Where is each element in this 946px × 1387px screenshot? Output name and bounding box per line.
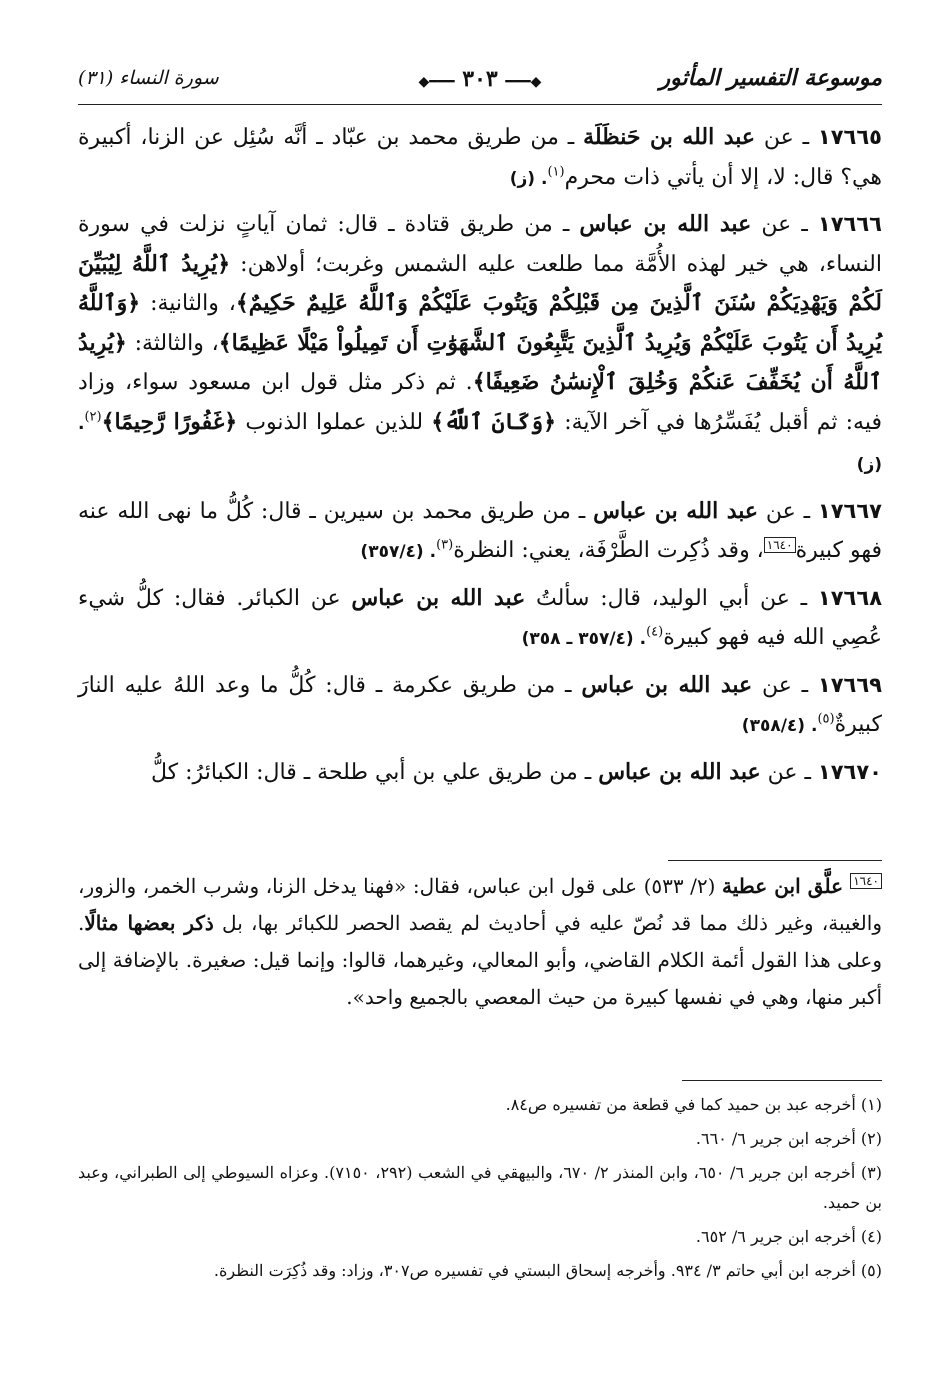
footnote-1: (١) أخرجه عبد بن حميد كما في قطعة من تفسيره ص٨٤. (505, 1095, 882, 1114)
narration-17665: ١٧٦٦٥ ـ عن عبد الله بن حَنظَلَة ـ من طريق محمد بن عبّاد ـ أنَّه سُئِل عن الزنا، أكبيرة هي؟ قال: لا، إلا أن يأتي ذات محرم$^{(١)}$. (ز) (78, 124, 882, 190)
narration-17668: ١٧٦٦٨ ـ عن أبي الوليد، قال: سألتُ عبد الله بن عباس عن الكبائر. فقال: كلُّ شيء عُصِي الله فيه فهو كبيرة$^{(٤)}$. (٣٥٧/٤ ـ ٣٥٨) (78, 584, 883, 650)
narration-number: ١٧٦٧٠ (817, 759, 882, 784)
source-reference: . (ز) (509, 168, 548, 189)
footnote-3: (٣) أخرجه ابن جرير ٦/ ٦٥٠، وابن المنذر ٢/ ٦٧٠، والبيهقي في الشعب (٢٩٢، ٧١٥٠). وعزاه السيوطي إلى الطبراني، وعبد بن حميد. (78, 1163, 882, 1212)
commentary-lead: علَّق ابن عطية (722, 874, 851, 898)
source-reference: . (٣٥٧/٤) (360, 542, 437, 562)
narration-number: ١٧٦٦٧ (817, 498, 882, 523)
narrator-name: عبد الله بن عباس (579, 211, 752, 237)
footnote-marker[interactable]: (٣) (436, 537, 454, 553)
source-reference: . (ز) (78, 413, 882, 475)
commentary-emphasis: ذكر بعضها مثالًا (84, 911, 214, 935)
book-title: موسوعة التفسير المأثور (659, 65, 882, 91)
narrator-name: عبد الله بن عباس (593, 497, 759, 524)
narration-17669: ١٧٦٦٩ ـ عن عبد الله بن عباس ـ من طريق عكرمة ـ قال: كُلُّ ما وعد اللهُ عليه النارَ كبيرةٌ$^{(٥)}$. (٣٥٨/٤) (78, 671, 882, 737)
ornament-icon: ━━━◆ (418, 74, 455, 90)
narrator-name: عبد الله بن عباس (351, 584, 526, 611)
page-header (78, 58, 882, 98)
narration-number: ١٧٦٦٥ (817, 125, 882, 149)
source-reference: . (٣٥٨/٤) (741, 716, 818, 736)
footnote-marker[interactable]: (٤) (646, 624, 664, 640)
narrator-name: عبد الله بن حَنظَلَة (583, 124, 756, 150)
narration-number: ١٧٦٦٦ (817, 212, 882, 236)
quran-verse: ﴿وَٱللَّهُ يُرِيدُ أَن يَتُوبَ عَلَيْكُمْ وَيُرِيدُ ٱلَّذِينَ يَتَّبِعُونَ ٱلشَّهَوَٰتِ أَن تَمِيلُواْ مَيْلًا عَظِيمًا﴾ (78, 290, 883, 356)
footnotes-divider (682, 1080, 882, 1081)
commentary-block: ١٦٤٠ علَّق ابن عطية (٢/ ٥٣٣) على قول ابن عباس، فقال: «فهنا يدخل الزنا، وشرب الخمر، والزور، والغيبة، وغير ذلك مما قد نُصّ عليه في أحاديث لم يقصد الحصر للكبائر بها، بل ذكر بعضها مثالًا. وعلى هذا القول أئمة الكلام القاضي، وأبو المعالي، وغيرهما، قالوا: وإنما قيل: صغيرة. بالإضافة إلى أكبر منها، وهي في نفسها كبيرة من حيث المعصي بالجميع واحد». (78, 874, 882, 1009)
narration-17666: ١٧٦٦٦ ـ عن عبد الله بن عباس ـ من طريق قتادة ـ قال: ثمان آياتٍ نزلت في سورة النساء، هي خير لهذه الأُمَّة مما طلعت عليه الشمس وغربت؛ أولاهن: ﴿يُرِيدُ ٱللَّهُ لِيُبَيِّنَ لَكُمْ وَيَهْدِيَكُمْ سُنَنَ ٱلَّذِينَ مِن قَبْلِكُمْ وَيَتُوبَ عَلَيْكُمْ وَٱللَّهُ عَلِيمٌ حَكِيمٌ﴾، والثانية: ﴿وَٱللَّهُ يُرِيدُ أَن يَتُوبَ عَلَيْكُمْ وَيُرِيدُ ٱلَّذِينَ يَتَّبِعُونَ ٱلشَّهَوَٰتِ أَن تَمِيلُواْ مَيْلًا عَظِيمًا﴾، والثالثة: ﴿يُرِيدُ ٱللَّهُ أَن يُخَفِّفَ عَنكُمْ وَخُلِقَ ٱلْإِنسَٰنُ ضَعِيفًا﴾. ثم ذكر مثل قول ابن مسعود سواء، وزاد فيه: ثم أقبل يُفَسِّرُها في آخر الآية: ﴿وَكَانَ ٱللَّهُ﴾ للذين عملوا الذنوب ﴿غَفُورًا رَّحِيمًا﴾$^{(٢)}$. (ز) (78, 211, 883, 475)
footnote-4: (٤) أخرجه ابن جرير ٦/ ٦٥٢. (695, 1227, 882, 1246)
header-divider (78, 104, 882, 105)
narrator-name: عبد الله بن عباس (598, 758, 761, 785)
commentary-marker[interactable]: ١٦٤٠ (764, 537, 796, 553)
page-number: ٣٠٣ (462, 66, 498, 92)
footnote-5: (٥) أخرجه ابن أبي حاتم ٣/ ٩٣٤. وأخرجه إسحاق البستي في تفسيره ص٣٠٧، وزاد: وقد ذُكِرَت النظرة. (213, 1261, 882, 1280)
narrator-name: عبد الله بن عباس (581, 671, 753, 698)
quran-verse: ﴿يُرِيدُ ٱللَّهُ لِيُبَيِّنَ لَكُمْ وَيَهْدِيَكُمْ سُنَنَ ٱلَّذِينَ مِن قَبْلِكُمْ وَيَتُوبَ عَلَيْكُمْ وَٱللَّهُ عَلِيمٌ حَكِيمٌ﴾ (78, 250, 882, 316)
quran-verse: ﴿يُرِيدُ ٱللَّهُ أَن يُخَفِّفَ عَنكُمْ وَخُلِقَ ٱلْإِنسَٰنُ ضَعِيفًا﴾ (78, 329, 883, 395)
narration-number: ١٧٦٦٩ (817, 672, 882, 697)
footnote-marker[interactable]: (٢) (84, 409, 102, 425)
quran-verse: ﴿غَفُورًا رَّحِيمًا﴾ (101, 408, 238, 435)
footnote-marker[interactable]: (١) (547, 164, 565, 180)
footnote-2: (٢) أخرجه ابن جرير ٦/ ٦٦٠. (695, 1129, 882, 1148)
narration-number: ١٧٦٦٨ (817, 585, 883, 610)
narration-17667: ١٧٦٦٧ ـ عن عبد الله بن عباس ـ من طريق محمد بن سيرين ـ قال: كُلُّ ما نهى الله عنه فهو كبيرة١٦٤٠، وقد ذُكِرت الطَّرْفَة، يعني: النظرة$^{(٣)}$. (٣٥٧/٤) (78, 497, 882, 563)
footnotes (78, 1090, 882, 1290)
surah-title: سورة النساء (٣١) (78, 67, 219, 89)
ornament-icon: ◆━━━ (505, 74, 542, 90)
narrations (78, 118, 882, 798)
commentary-divider (668, 860, 882, 861)
footnote-marker[interactable]: (٥) (817, 711, 835, 727)
narration-17670: ١٧٦٧٠ ـ عن عبد الله بن عباس ـ من طريق علي بن أبي طلحة ـ قال: الكبائرُ: كلُّ (151, 758, 882, 785)
commentary-number: ١٦٤٠ (850, 873, 882, 889)
source-reference: . (٣٥٧/٤ ـ ٣٥٨) (521, 629, 647, 649)
page-number-block (419, 66, 542, 92)
quran-verse: ﴿وَكَانَ ٱللَّهُ﴾ (431, 408, 557, 435)
